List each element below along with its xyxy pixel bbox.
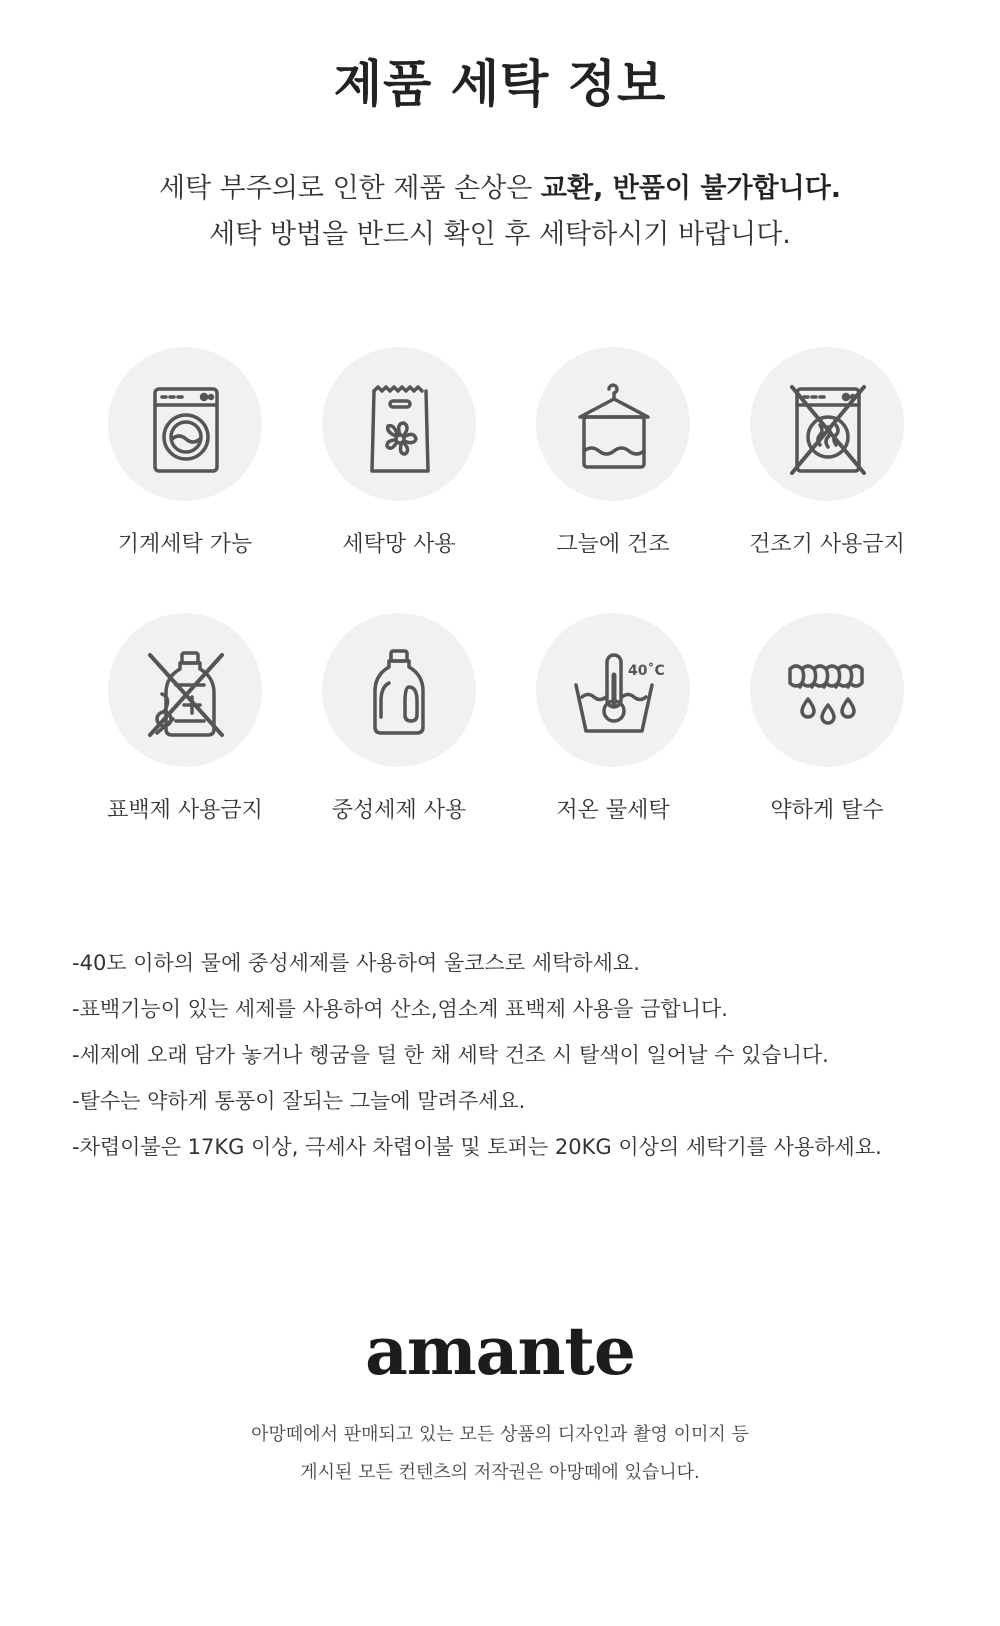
care-label: 그늘에 건조 [556,532,670,557]
intro-text [0,166,1000,258]
care-item-machine-wash [70,347,300,558]
care-item-cold-wash [498,613,728,824]
care-label: 기계세탁 가능 [117,532,253,557]
care-label: 건조기 사용금지 [749,532,905,557]
copyright-line-1: 아망떼에서 판매되고 있는 모든 상품의 디자인과 촬영 이미지 등 [251,1424,749,1445]
care-circle [322,347,476,501]
care-circle [750,613,904,767]
temperature-label: 40˚C [628,663,665,679]
note-item: -40도 이하의 물에 중성세제를 사용하여 울코스로 세탁하세요. [72,951,640,975]
page-title: 제품 세탁 정보 [333,55,667,113]
care-circle [108,613,262,767]
gentle-spin-icon [772,635,882,745]
care-circle [322,613,476,767]
copyright-line-2: 게시된 모든 컨텐츠의 저작권은 아망떼에 있습니다. [300,1462,700,1483]
cold-wash-icon [558,635,668,745]
note-item: -차렵이불은 17KG 이상, 극세사 차렵이불 및 토퍼는 20KG 이상의 세탁기를 사용하세요. [72,1135,882,1159]
intro-line-2: 세탁 방법을 반드시 확인 후 세탁하시기 바랍니다. [209,219,791,250]
note-item: -표백기능이 있는 세제를 사용하여 산소,염소계 표백제 사용을 금합니다. [72,997,728,1021]
care-label: 세탁망 사용 [342,532,456,557]
neutral-detergent-icon [344,635,454,745]
care-item-shade-dry [498,347,728,558]
care-item-no-dryer [712,347,942,558]
washing-machine-icon [130,369,240,479]
care-item-no-bleach [70,613,300,824]
care-label: 약하게 탈수 [770,798,884,823]
care-item-laundry-net [284,347,514,558]
laundry-net-icon [344,369,454,479]
care-circle [536,347,690,501]
copyright-notice [0,1416,1000,1492]
care-label: 표백제 사용금지 [107,798,263,823]
brand-logo: amante [365,1312,635,1390]
washing-notes [72,940,952,1170]
care-label: 중성세제 사용 [331,798,467,823]
no-dryer-icon [772,369,882,479]
care-item-gentle-spin [712,613,942,824]
hanger-shade-dry-icon [558,369,668,479]
care-label: 저온 물세탁 [556,798,670,823]
care-circle [108,347,262,501]
no-bleach-icon [130,635,240,745]
care-circle [750,347,904,501]
care-circle [536,613,690,767]
intro-warning: 교환, 반품이 불가합니다. [540,173,842,204]
note-item: -세제에 오래 담가 놓거나 헹굼을 덜 한 채 세탁 건조 시 탈색이 일어날 수 있습니다. [72,1043,829,1067]
intro-line-1: 세탁 부주의로 인한 제품 손상은 교환, 반품이 불가합니다. [158,173,842,204]
note-item: -탈수는 약하게 통풍이 잘되는 그늘에 말려주세요. [72,1089,526,1113]
care-item-neutral-detergent [284,613,514,824]
